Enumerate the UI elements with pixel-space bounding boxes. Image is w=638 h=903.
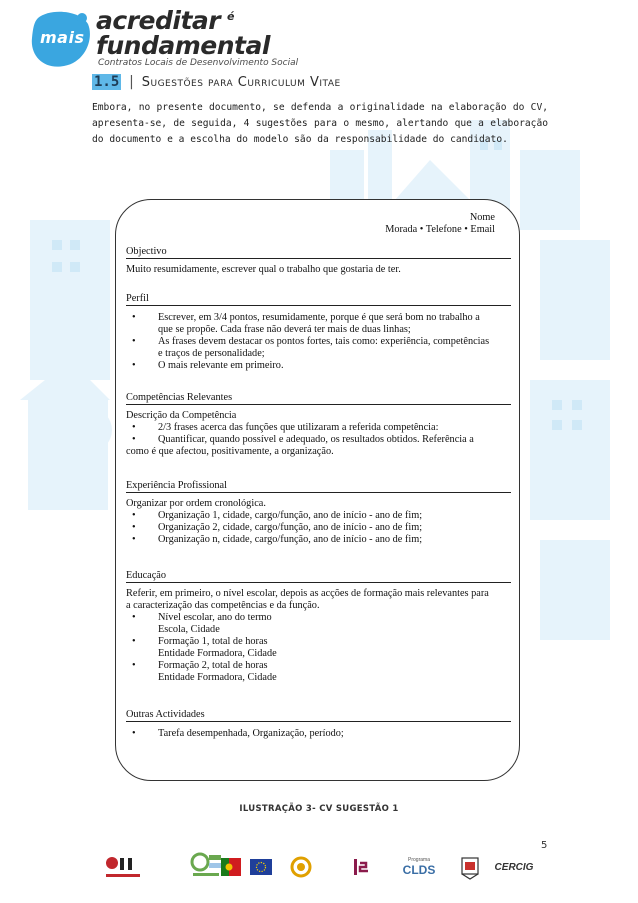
cv-bullet-continuation: Entidade Formadora, Cidade	[158, 648, 277, 659]
section-separator: |	[127, 74, 136, 90]
cv-bullet-item	[126, 312, 511, 324]
cv-bullet-continuation: Escola, Cidade	[158, 624, 220, 635]
bullet-icon: •	[132, 434, 136, 445]
bullet-icon: •	[132, 612, 136, 623]
qren-logo-graphic	[189, 851, 223, 883]
section-heading	[92, 74, 341, 90]
cv-section-title: Competências Relevantes	[126, 392, 511, 405]
iss-logo	[350, 850, 376, 884]
cv-bullet-item	[126, 728, 511, 740]
section-title: Sugestões para Curriculum Vitae	[141, 75, 341, 90]
cv-text: Descrição da Competência	[126, 410, 237, 421]
cv-section-title: Educação	[126, 570, 511, 583]
cv-section-title: Perfil	[126, 293, 511, 306]
brand-logo	[30, 8, 330, 74]
poph-logo	[104, 850, 142, 884]
cv-bullet-text: O mais relevante em primeiro.	[158, 360, 284, 371]
iss-logo-graphic	[352, 855, 374, 879]
eu-flag-icon	[250, 850, 272, 884]
page-number: 5	[541, 840, 548, 851]
bullet-icon: •	[132, 660, 136, 671]
cv-text: a caracterização das competências e da função.	[126, 600, 320, 611]
cv-text: Muito resumidamente, escrever qual o trabalho que gostaria de ter.	[126, 264, 401, 275]
clds-programa-logo	[396, 850, 442, 884]
cv-bullet-text: Organização 1, cidade, cargo/função, ano de início - ano de fim;	[158, 510, 423, 521]
bullet-icon: •	[132, 534, 136, 545]
intro-paragraph: Embora, no presente documento, se defenda a originalidade na elaboração do CV, apresenta-se, de seguida, 4 sugestões para o mesmo, alertando que a elaboração do documento e a escolha do modelo são da responsabilidade do candidato.	[92, 102, 548, 145]
cv-section-title: Experiência Profissional	[126, 480, 511, 493]
cv-bullet-text: As frases devem destacar os pontos fortes, tais como: experiência, competências	[158, 336, 490, 347]
bullet-icon: •	[132, 312, 136, 323]
city-council-logo	[456, 850, 484, 884]
cv-section-title: Objectivo	[126, 246, 511, 259]
cv-bullet-text: Formação 2, total de horas	[158, 660, 268, 671]
bullet-icon: •	[132, 422, 136, 433]
cv-header	[385, 212, 495, 236]
cv-bullet-continuation: que se propõe. Cada frase não deverá ter mais de duas linhas;	[158, 324, 411, 335]
logo-badge-text: mais	[40, 28, 85, 47]
bullet-icon: •	[132, 636, 136, 647]
poph-logo-graphic	[104, 853, 142, 881]
logo-wordmark	[96, 8, 270, 58]
cv-bullet-continuation: Entidade Formadora, Cidade	[158, 672, 277, 683]
logo-line-2: fundamental	[96, 31, 270, 60]
cv-bullet-text: Quantificar, quando possível e adequado, os resultados obtidos. Referência a	[158, 434, 474, 445]
cv-bullet-item	[126, 660, 511, 672]
portugal-flag-icon	[220, 850, 242, 884]
bullet-icon: •	[132, 728, 136, 739]
bullet-icon: •	[132, 522, 136, 533]
cv-bullet-text: Escrever, em 3/4 pontos, resumidamente, porque é que será bom no trabalho a	[158, 312, 480, 323]
seguranca-social-logo	[288, 850, 314, 884]
cv-bullet-item	[126, 534, 511, 546]
cv-bullet-item	[126, 336, 511, 348]
cv-contacts: Morada • Telefone • Email	[385, 224, 495, 235]
logo-tagline: Contratos Locais de Desenvolvimento Social	[98, 58, 299, 68]
cv-name: Nome	[469, 212, 495, 223]
clds-programa-text: Programa	[408, 857, 430, 863]
cv-bullet-item	[126, 360, 511, 372]
cv-bullet-text: Formação 1, total de horas	[158, 636, 268, 647]
cv-bullet-item	[126, 522, 511, 534]
cv-section-outras	[126, 709, 511, 740]
clds-text: CLDS	[402, 863, 436, 877]
cv-bullet-item	[126, 422, 511, 434]
cv-bullet-item	[126, 510, 511, 522]
cv-section-title: Outras Actividades	[126, 709, 511, 722]
cv-section-experiencia	[126, 480, 511, 546]
cv-bullet-text: Nível escolar, ano do termo	[158, 612, 272, 623]
footer-sponsor-logos	[100, 850, 540, 886]
cv-bullet-text: Organização 2, cidade, cargo/função, ano de início - ano de fim;	[158, 522, 423, 533]
cv-bullet-text: Tarefa desempenhada, Organização, período;	[158, 728, 344, 739]
bullet-icon: •	[132, 510, 136, 521]
cv-bullet-continuation: e traços de personalidade;	[158, 348, 265, 359]
bullet-icon: •	[132, 336, 136, 347]
cv-text: Referir, em primeiro, o nível escolar, depois as acções de formação mais relevantes para	[126, 588, 489, 599]
cv-text: Organizar por ordem cronológica.	[126, 498, 266, 509]
cv-bullet-item	[126, 434, 511, 446]
logo-e: é	[227, 10, 235, 23]
cercig-logo: CERCIG	[494, 861, 534, 873]
cv-bullet-text: 2/3 frases acerca das funções que utilizaram a referida competência:	[158, 422, 439, 433]
section-number: 1.5	[94, 74, 120, 90]
cv-text-continuation: como é que afectou, positivamente, a organização.	[126, 446, 334, 457]
cv-section-perfil	[126, 293, 511, 372]
cv-bullet-item	[126, 612, 511, 624]
logo-line-1: acreditar	[96, 6, 221, 35]
qren-logo	[188, 850, 224, 884]
cv-bullet-item	[126, 636, 511, 648]
cv-section-competencias	[126, 392, 511, 458]
bullet-icon: •	[132, 360, 136, 371]
cv-section-objetivo	[126, 246, 511, 276]
cv-section-educacao	[126, 570, 511, 684]
cv-bullet-text: Organização n, cidade, cargo/função, ano de início - ano de fim;	[158, 534, 423, 545]
figure-caption: ILUSTRAÇÃO 3- CV SUGESTÃO 1	[239, 804, 399, 814]
cv-template-illustration	[115, 199, 520, 781]
